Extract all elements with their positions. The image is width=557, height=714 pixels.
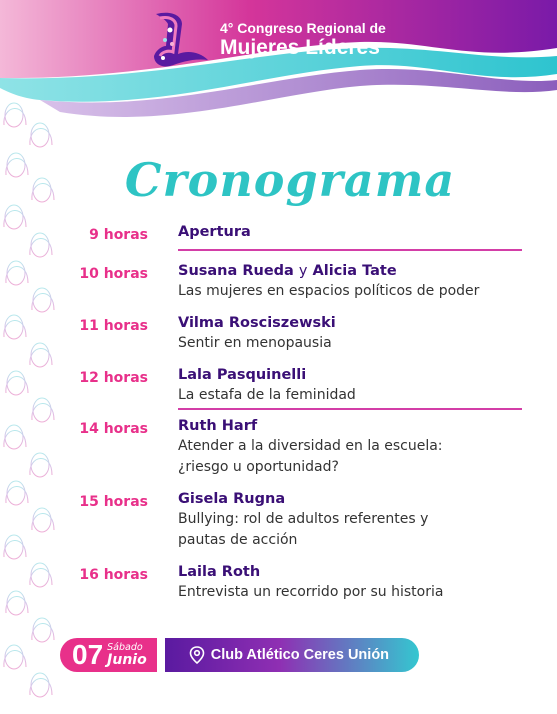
schedule-description: La estafa de la feminidad [178, 387, 356, 403]
event-info-bar [60, 638, 419, 672]
date-month: Junio [107, 651, 147, 668]
schedule-speaker: Gisela Rugna [178, 491, 286, 507]
schedule-time: 10 horas [79, 266, 148, 282]
schedule-speaker: Vilma Rosciszewski [178, 315, 336, 331]
schedule-description-line: pautas de acción [178, 532, 298, 548]
page-title-text: Cronograma [124, 153, 456, 207]
speaker-connector: y [298, 263, 308, 279]
side-faces-pattern [0, 95, 60, 714]
section-divider [178, 408, 522, 410]
schedule-speaker: Lala Pasquinelli [178, 367, 307, 383]
brand-line-1: 4° Congreso Regional de [220, 19, 386, 36]
venue-name: Club Atlético Ceres Unión [210, 647, 390, 663]
brand-line-2: Mujeres Líderes [220, 36, 380, 60]
schedule-time: 12 horas [79, 370, 148, 386]
schedule-row [62, 564, 522, 603]
date-badge [60, 638, 157, 672]
schedule-row [62, 367, 522, 406]
schedule-description: Entrevista un recorrido por su historia [178, 584, 444, 600]
schedule-description-line: ¿riesgo u oportunidad? [178, 459, 339, 475]
schedule-speaker: Laila Roth [178, 564, 261, 580]
schedule-description-line: Bullying: rol de adultos referentes y [178, 511, 429, 527]
schedule-description-line: Atender a la diversidad en la escuela: [178, 438, 443, 454]
schedule-time: 11 horas [79, 318, 148, 334]
section-divider [178, 249, 522, 251]
location-pin-icon [189, 646, 205, 664]
congress-logo-icon [148, 10, 212, 70]
schedule-row [62, 418, 522, 478]
schedule-row [62, 263, 522, 302]
page-title [124, 138, 456, 218]
date-weekday: Sábado [107, 641, 143, 653]
schedule-description: Sentir en menopausia [178, 335, 332, 351]
schedule-row [62, 315, 522, 354]
schedule-row [62, 224, 522, 243]
date-day-number: 07 [72, 639, 104, 670]
schedule-list [62, 224, 522, 603]
schedule-speaker: Alicia Tate [312, 263, 397, 279]
schedule-row [62, 491, 522, 551]
schedule-speaker: Susana Rueda [178, 263, 294, 279]
schedule-speaker: Ruth Harf [178, 418, 258, 434]
schedule-time: 14 horas [79, 421, 148, 437]
venue-badge [165, 638, 419, 672]
schedule-speaker: Apertura [178, 224, 251, 240]
congress-brand [148, 10, 386, 70]
schedule-time: 16 horas [79, 567, 148, 583]
schedule-time: 15 horas [79, 494, 148, 510]
schedule-time: 9 horas [89, 227, 148, 243]
schedule-description: Las mujeres en espacios políticos de poder [178, 283, 480, 299]
